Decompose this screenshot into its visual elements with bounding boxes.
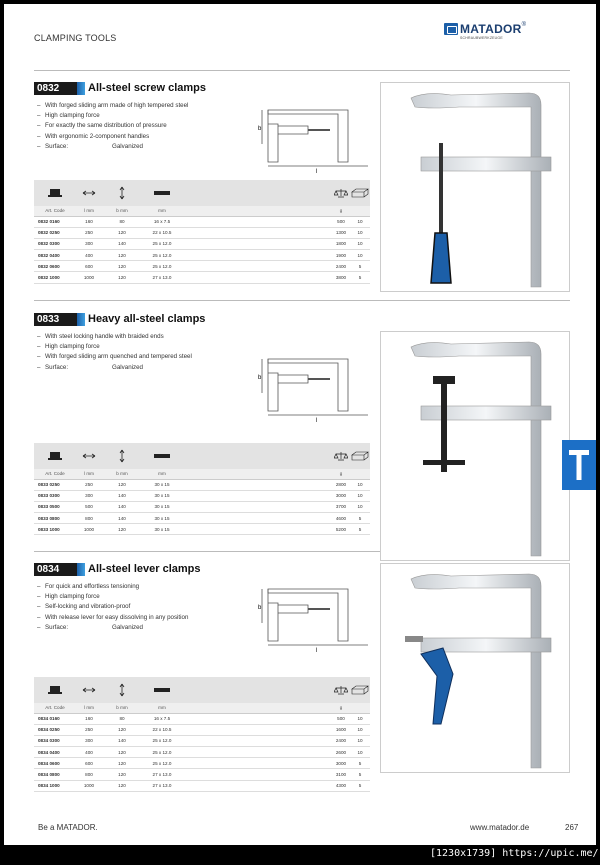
height-arrow-icon bbox=[119, 449, 125, 463]
throat-cell: 140 bbox=[102, 513, 142, 524]
feature-item: – With forged sliding arm made of high tempered steel bbox=[37, 102, 207, 109]
throat-cell: 140 bbox=[102, 735, 142, 746]
table-row bbox=[34, 513, 370, 524]
technical-drawing bbox=[256, 353, 374, 423]
length-cell: 250 bbox=[76, 227, 102, 238]
spacer-cell bbox=[182, 513, 332, 524]
length-icon-cell bbox=[76, 443, 102, 469]
divider bbox=[34, 70, 570, 71]
throat-cell: 120 bbox=[102, 724, 142, 735]
col-pack bbox=[350, 469, 370, 479]
length-cell: 600 bbox=[76, 758, 102, 769]
col-spacer bbox=[182, 703, 332, 713]
pack-cell: 5 bbox=[350, 780, 370, 791]
table-row bbox=[34, 250, 370, 261]
art-code-cell: 0834 0400 bbox=[34, 747, 76, 758]
spacer-cell bbox=[182, 238, 332, 249]
profile-cell: 30 x 15 bbox=[142, 524, 182, 535]
throat-cell: 80 bbox=[102, 713, 142, 724]
profile-bar-icon bbox=[154, 190, 170, 196]
spacer-cell bbox=[182, 713, 332, 724]
table-row bbox=[34, 524, 370, 535]
pack-cell: 5 bbox=[350, 272, 370, 283]
art-code-cell: 0833 1000 bbox=[34, 524, 76, 535]
footer-slogan: Be a MATADOR. bbox=[38, 823, 98, 832]
badge-accent bbox=[77, 82, 85, 95]
throat-cell: 120 bbox=[102, 758, 142, 769]
weight-cell: 4600 bbox=[332, 513, 350, 524]
weight-cell: 2600 bbox=[332, 747, 350, 758]
spacer-cell bbox=[182, 677, 332, 703]
length-cell: 300 bbox=[76, 735, 102, 746]
profile-cell: 22 x 10.5 bbox=[142, 227, 182, 238]
profile-cell: 25 x 12.0 bbox=[142, 758, 182, 769]
weight-cell: 2800 bbox=[332, 479, 350, 490]
profile-cell: 30 x 15 bbox=[142, 501, 182, 512]
throat-cell: 120 bbox=[102, 524, 142, 535]
col-b: b mm bbox=[102, 469, 142, 479]
col-g: g bbox=[332, 703, 350, 713]
spacer-cell bbox=[182, 250, 332, 261]
spacer-cell bbox=[182, 443, 332, 469]
feature-item: – Self-locking and vibration-proof bbox=[37, 603, 207, 610]
length-cell: 600 bbox=[76, 261, 102, 272]
spec-table bbox=[34, 180, 370, 284]
weight-cell: 3800 bbox=[332, 272, 350, 283]
art-code-cell: 0833 0500 bbox=[34, 501, 76, 512]
col-b: b mm bbox=[102, 206, 142, 216]
col-art-code: Art. Code bbox=[34, 206, 76, 216]
art-code-cell: 0834 0160 bbox=[34, 713, 76, 724]
brand-logo bbox=[444, 22, 526, 36]
weight-cell: 1900 bbox=[332, 250, 350, 261]
spacer-cell bbox=[182, 227, 332, 238]
pack-icon-cell bbox=[350, 677, 370, 703]
profile-cell: 25 x 12.0 bbox=[142, 238, 182, 249]
col-spacer bbox=[182, 469, 332, 479]
icon-row bbox=[34, 677, 370, 703]
col-mm: mm bbox=[142, 703, 182, 713]
header-row bbox=[34, 206, 370, 216]
profile-cell: 30 x 15 bbox=[142, 513, 182, 524]
laptop-icon bbox=[48, 451, 62, 461]
throat-cell: 120 bbox=[102, 261, 142, 272]
col-mm: mm bbox=[142, 469, 182, 479]
profile-cell: 30 x 15 bbox=[142, 479, 182, 490]
spacer-cell bbox=[182, 524, 332, 535]
pack-cell: 5 bbox=[350, 513, 370, 524]
side-tab-t bbox=[562, 440, 596, 490]
profile-cell: 16 x 7.5 bbox=[142, 713, 182, 724]
spacer-cell bbox=[182, 735, 332, 746]
profile-cell: 22 x 10.5 bbox=[142, 724, 182, 735]
profile-icon-cell bbox=[142, 443, 182, 469]
product-photo bbox=[380, 82, 570, 292]
col-l: l mm bbox=[76, 469, 102, 479]
weight-icon-cell bbox=[332, 443, 350, 469]
spacer-cell bbox=[182, 216, 332, 227]
art-code-cell: 0833 0800 bbox=[34, 513, 76, 524]
spacer-cell bbox=[182, 180, 332, 206]
section-title: All-steel screw clamps bbox=[88, 82, 207, 94]
table-row bbox=[34, 769, 370, 780]
height-icon-cell bbox=[102, 443, 142, 469]
spec-table bbox=[34, 443, 370, 535]
length-cell: 400 bbox=[76, 250, 102, 261]
pack-cell: 10 bbox=[350, 250, 370, 261]
throat-cell: 120 bbox=[102, 780, 142, 791]
dim-b-label: b bbox=[258, 605, 262, 611]
art-code-cell: 0834 0250 bbox=[34, 724, 76, 735]
spacer-cell bbox=[182, 724, 332, 735]
col-g: g bbox=[332, 469, 350, 479]
pack-icon-cell bbox=[350, 443, 370, 469]
product-photo bbox=[380, 563, 570, 773]
col-pack bbox=[350, 703, 370, 713]
table-row bbox=[34, 735, 370, 746]
weight-cell: 500 bbox=[332, 713, 350, 724]
weight-cell: 1600 bbox=[332, 724, 350, 735]
pack-cell: 10 bbox=[350, 227, 370, 238]
feature-item: – For quick and effortless tensioning bbox=[37, 583, 207, 590]
icon-row bbox=[34, 443, 370, 469]
col-b: b mm bbox=[102, 703, 142, 713]
header-row bbox=[34, 469, 370, 479]
profile-cell: 16 x 7.5 bbox=[142, 216, 182, 227]
throat-cell: 140 bbox=[102, 501, 142, 512]
throat-cell: 120 bbox=[102, 769, 142, 780]
profile-icon-cell bbox=[142, 677, 182, 703]
height-arrow-icon bbox=[119, 683, 125, 697]
table-row bbox=[34, 238, 370, 249]
throat-cell: 140 bbox=[102, 490, 142, 501]
badge-accent bbox=[77, 313, 85, 326]
art-code-cell: 0834 1000 bbox=[34, 780, 76, 791]
throat-cell: 120 bbox=[102, 250, 142, 261]
dim-l-label: l bbox=[316, 418, 318, 423]
weight-cell: 2400 bbox=[332, 735, 350, 746]
art-code-cell: 0834 0300 bbox=[34, 735, 76, 746]
profile-cell: 27 x 13.0 bbox=[142, 769, 182, 780]
pack-icon-cell bbox=[350, 180, 370, 206]
length-cell: 500 bbox=[76, 501, 102, 512]
height-icon-cell bbox=[102, 180, 142, 206]
pack-cell: 10 bbox=[350, 747, 370, 758]
art-code-cell: 0832 0600 bbox=[34, 261, 76, 272]
surface-item: – Surface: Galvanized bbox=[37, 364, 207, 371]
clamp-image bbox=[381, 332, 569, 560]
watermark: [1230x1739] https://upic.me/ bbox=[430, 848, 599, 859]
col-l: l mm bbox=[76, 206, 102, 216]
profile-bar-icon bbox=[154, 453, 170, 459]
length-cell: 300 bbox=[76, 238, 102, 249]
length-cell: 800 bbox=[76, 769, 102, 780]
feature-list bbox=[37, 333, 207, 374]
brand-subtitle: SCHRAUBWERKZEUGE bbox=[460, 36, 503, 40]
t-handle-icon bbox=[568, 448, 590, 482]
art-code-cell: 0832 1000 bbox=[34, 272, 76, 283]
feature-item: – With release lever for easy dissolving in any position bbox=[37, 614, 207, 621]
table-row bbox=[34, 272, 370, 283]
pack-cell: 10 bbox=[350, 216, 370, 227]
length-cell: 250 bbox=[76, 724, 102, 735]
spacer-cell bbox=[182, 780, 332, 791]
scale-icon bbox=[334, 451, 348, 461]
spacer-cell bbox=[182, 769, 332, 780]
profile-cell: 25 x 12.0 bbox=[142, 735, 182, 746]
feature-item: – High clamping force bbox=[37, 343, 207, 350]
dim-b-label: b bbox=[258, 126, 262, 132]
spacer-cell bbox=[182, 479, 332, 490]
weight-cell: 3100 bbox=[332, 769, 350, 780]
spacer-cell bbox=[182, 758, 332, 769]
profile-cell: 25 x 12.0 bbox=[142, 747, 182, 758]
spacer-cell bbox=[182, 747, 332, 758]
length-arrow-icon bbox=[82, 453, 96, 459]
feature-item: – With forged sliding arm quenched and tempered steel bbox=[37, 353, 207, 360]
divider bbox=[34, 300, 570, 301]
profile-cell: 25 x 12.0 bbox=[142, 250, 182, 261]
col-pack bbox=[350, 206, 370, 216]
part-icon-cell bbox=[34, 443, 76, 469]
weight-cell: 3700 bbox=[332, 501, 350, 512]
technical-drawing bbox=[256, 583, 374, 653]
height-arrow-icon bbox=[119, 186, 125, 200]
feature-item: – With ergonomic 2-component handles bbox=[37, 133, 207, 140]
length-arrow-icon bbox=[82, 190, 96, 196]
col-mm: mm bbox=[142, 206, 182, 216]
col-spacer bbox=[182, 206, 332, 216]
pack-cell: 10 bbox=[350, 238, 370, 249]
clamp-image bbox=[381, 564, 569, 772]
art-code-cell: 0832 0250 bbox=[34, 227, 76, 238]
icon-row bbox=[34, 180, 370, 206]
throat-cell: 80 bbox=[102, 216, 142, 227]
length-arrow-icon bbox=[82, 687, 96, 693]
profile-icon-cell bbox=[142, 180, 182, 206]
length-cell: 250 bbox=[76, 479, 102, 490]
scale-icon bbox=[334, 685, 348, 695]
header-row bbox=[34, 703, 370, 713]
page-number: 267 bbox=[565, 823, 579, 832]
laptop-icon bbox=[48, 685, 62, 695]
part-icon-cell bbox=[34, 677, 76, 703]
art-code-cell: 0832 0300 bbox=[34, 238, 76, 249]
weight-cell: 1300 bbox=[332, 227, 350, 238]
pack-cell: 10 bbox=[350, 713, 370, 724]
section-title: All-steel lever clamps bbox=[88, 563, 201, 575]
feature-list bbox=[37, 102, 207, 153]
pack-cell: 5 bbox=[350, 524, 370, 535]
throat-cell: 120 bbox=[102, 272, 142, 283]
throat-cell: 120 bbox=[102, 479, 142, 490]
profile-cell: 30 x 15 bbox=[142, 490, 182, 501]
art-code-cell: 0833 0250 bbox=[34, 479, 76, 490]
pack-cell: 10 bbox=[350, 735, 370, 746]
article-code-badge: 0832 bbox=[34, 82, 82, 95]
pack-cell: 5 bbox=[350, 758, 370, 769]
weight-cell: 500 bbox=[332, 216, 350, 227]
profile-cell: 25 x 12.0 bbox=[142, 261, 182, 272]
spacer-cell bbox=[182, 490, 332, 501]
weight-cell: 5200 bbox=[332, 524, 350, 535]
section-title: Heavy all-steel clamps bbox=[88, 313, 206, 325]
table-row bbox=[34, 758, 370, 769]
length-cell: 160 bbox=[76, 216, 102, 227]
table-row bbox=[34, 501, 370, 512]
spacer-cell bbox=[182, 272, 332, 283]
length-cell: 300 bbox=[76, 490, 102, 501]
art-code-cell: 0834 0800 bbox=[34, 769, 76, 780]
weight-cell: 2400 bbox=[332, 261, 350, 272]
technical-drawing bbox=[256, 104, 374, 174]
art-code-cell: 0833 0300 bbox=[34, 490, 76, 501]
spacer-cell bbox=[182, 261, 332, 272]
box-icon bbox=[351, 685, 369, 695]
clamp-image bbox=[381, 83, 569, 291]
length-cell: 160 bbox=[76, 713, 102, 724]
col-art-code: Art. Code bbox=[34, 469, 76, 479]
brand-name: MATADOR bbox=[460, 22, 522, 36]
col-l: l mm bbox=[76, 703, 102, 713]
art-code-cell: 0834 0600 bbox=[34, 758, 76, 769]
col-g: g bbox=[332, 206, 350, 216]
logo-icon bbox=[444, 23, 458, 35]
spec-table bbox=[34, 677, 370, 792]
dim-l-label: l bbox=[316, 169, 318, 174]
table-row bbox=[34, 724, 370, 735]
col-art-code: Art. Code bbox=[34, 703, 76, 713]
table-row bbox=[34, 479, 370, 490]
profile-cell: 27 x 13.0 bbox=[142, 780, 182, 791]
art-code-cell: 0832 0400 bbox=[34, 250, 76, 261]
weight-icon-cell bbox=[332, 677, 350, 703]
table-row bbox=[34, 780, 370, 791]
throat-cell: 140 bbox=[102, 238, 142, 249]
throat-cell: 120 bbox=[102, 747, 142, 758]
weight-cell: 3000 bbox=[332, 758, 350, 769]
pack-cell: 10 bbox=[350, 490, 370, 501]
laptop-icon bbox=[48, 188, 62, 198]
throat-cell: 120 bbox=[102, 227, 142, 238]
length-icon-cell bbox=[76, 677, 102, 703]
pack-cell: 10 bbox=[350, 501, 370, 512]
box-icon bbox=[351, 451, 369, 461]
surface-item: – Surface: Galvanized bbox=[37, 624, 207, 631]
pack-cell: 5 bbox=[350, 769, 370, 780]
height-icon-cell bbox=[102, 677, 142, 703]
table-row bbox=[34, 261, 370, 272]
brand-reg: ® bbox=[521, 22, 527, 28]
scale-icon bbox=[334, 188, 348, 198]
length-cell: 1000 bbox=[76, 272, 102, 283]
feature-item: – High clamping force bbox=[37, 593, 207, 600]
profile-bar-icon bbox=[154, 687, 170, 693]
dim-l-label: l bbox=[316, 648, 318, 653]
weight-icon-cell bbox=[332, 180, 350, 206]
length-icon-cell bbox=[76, 180, 102, 206]
length-cell: 1000 bbox=[76, 780, 102, 791]
weight-cell: 4300 bbox=[332, 780, 350, 791]
length-cell: 400 bbox=[76, 747, 102, 758]
art-code-cell: 0832 0160 bbox=[34, 216, 76, 227]
pack-cell: 5 bbox=[350, 261, 370, 272]
footer-url: www.matador.de bbox=[470, 823, 530, 832]
table-row bbox=[34, 747, 370, 758]
product-photo bbox=[380, 331, 570, 561]
surface-item: – Surface: Galvanized bbox=[37, 143, 207, 150]
profile-cell: 27 x 13.0 bbox=[142, 272, 182, 283]
box-icon bbox=[351, 188, 369, 198]
weight-cell: 3000 bbox=[332, 490, 350, 501]
table-row bbox=[34, 490, 370, 501]
feature-item: – For exactly the same distribution of pressure bbox=[37, 122, 207, 129]
badge-accent bbox=[77, 563, 85, 576]
weight-cell: 1800 bbox=[332, 238, 350, 249]
article-code-badge: 0833 bbox=[34, 313, 82, 326]
feature-list bbox=[37, 583, 207, 634]
length-cell: 800 bbox=[76, 513, 102, 524]
feature-item: – With steel locking handle with braided ends bbox=[37, 333, 207, 340]
category-title: CLAMPING TOOLS bbox=[34, 33, 117, 43]
feature-item: – High clamping force bbox=[37, 112, 207, 119]
part-icon-cell bbox=[34, 180, 76, 206]
table-row bbox=[34, 713, 370, 724]
article-code-badge: 0834 bbox=[34, 563, 82, 576]
table-row bbox=[34, 216, 370, 227]
pack-cell: 10 bbox=[350, 479, 370, 490]
length-cell: 1000 bbox=[76, 524, 102, 535]
pack-cell: 10 bbox=[350, 724, 370, 735]
table-row bbox=[34, 227, 370, 238]
dim-b-label: b bbox=[258, 375, 262, 381]
spacer-cell bbox=[182, 501, 332, 512]
